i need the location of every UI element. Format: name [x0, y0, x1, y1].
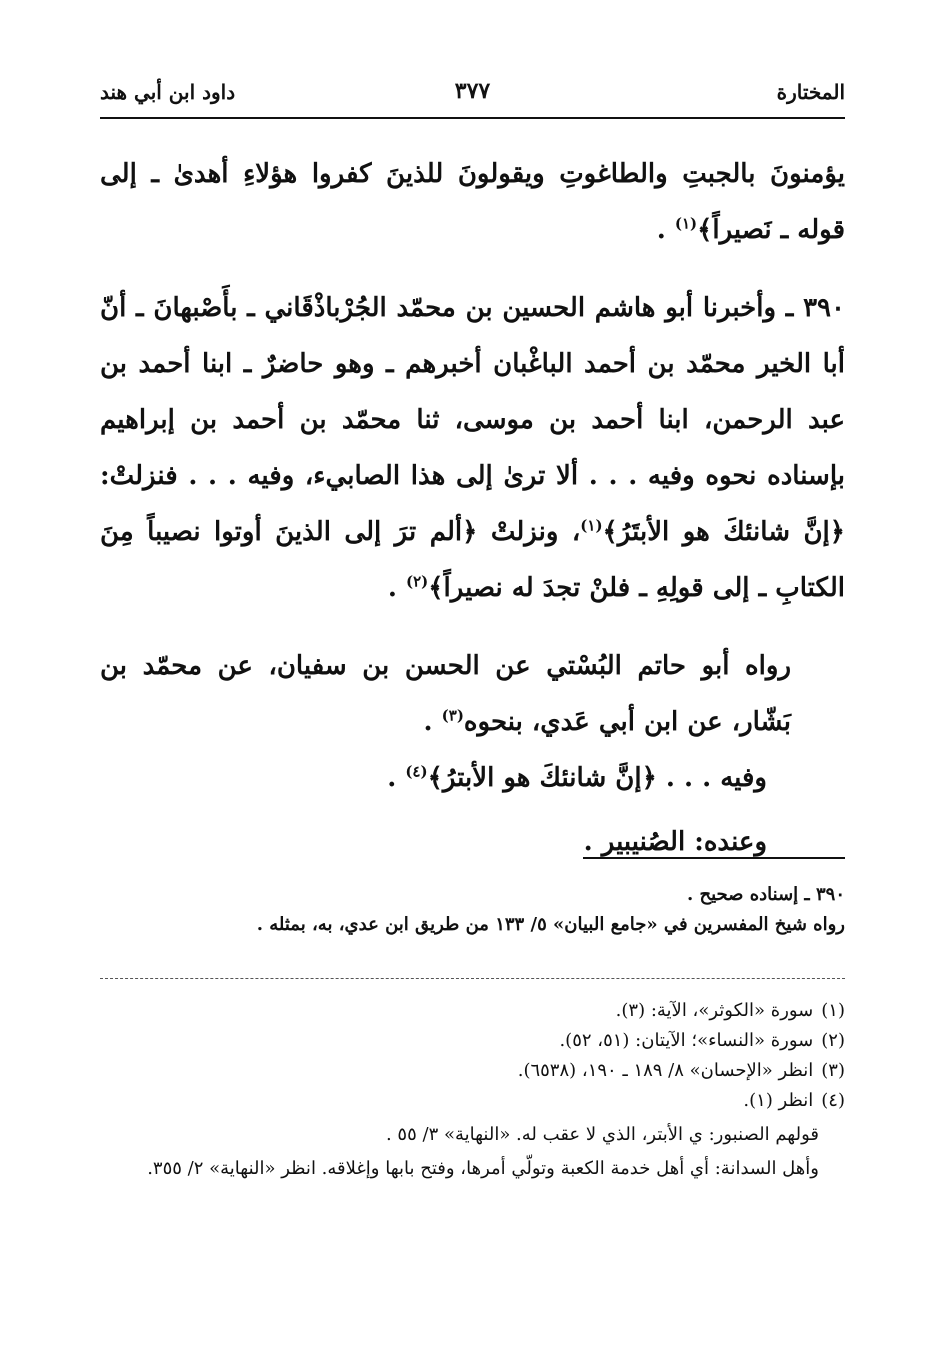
- footnote-3: (٣)انظر «الإحسان» ٨/ ١٨٩ ـ ١٩٠، (٦٥٣٨).: [517, 1060, 845, 1081]
- footnote-ref: (٤): [405, 762, 428, 781]
- book-title: المختارة: [776, 80, 845, 104]
- footnote-divider: [583, 857, 845, 859]
- main-text: [100, 146, 845, 870]
- page-number: ٣٧٧: [454, 78, 491, 104]
- annotation-line: ٣٩٠ ـ إسناده صحيح .: [686, 884, 845, 905]
- footnote-4-gloss-2: وأهل السدانة: أي أهل خدمة الكعبة وتولّي أمرها، وفتح بابها وإغلاقه. انظر «النهاية» ٢/ ٣٥٥.: [147, 1158, 819, 1179]
- footnotes-dashed-divider: [100, 978, 845, 979]
- footnotes: [100, 996, 845, 1184]
- annotation-line: رواه شيخ المفسرين في «جامع البيان» ٥/ ١٣٣ من طريق ابن عدي، به، بمثله .: [256, 914, 845, 935]
- chapter-title: داود ابن أبي هند: [100, 80, 236, 104]
- footnote-ref: (٣): [441, 706, 464, 725]
- footnote-1: (١)سورة «الكوثر»، الآية: (٣).: [615, 1000, 845, 1021]
- footnote-ref: (١): [580, 516, 603, 535]
- footnote-4-gloss-1: قولهم الصنبور: ي الأبتر، الذي لا عقب له. «النهاية» ٣/ ٥٥ .: [385, 1124, 819, 1145]
- header-divider: [100, 117, 845, 119]
- footnote-4: (٤)انظر (١).: [743, 1090, 845, 1111]
- footnote-ref: (٢): [405, 572, 429, 591]
- isnad-annotation: [100, 880, 845, 940]
- running-header: [100, 74, 845, 114]
- footnote-ref: (١): [674, 214, 698, 233]
- paragraph-narration: رواه أبو حاتم البُسْتي عن الحسن بن سفيان، عن محمّد بن بَشّار، عن ابن أبي عَدي، بنحوه$^{(٣)}$ .: [100, 651, 791, 737]
- paragraph-variant: وفيه . . . ﴿إنَّ شانئكَ هو الأبترُ﴾$^{(٤)}$ .: [387, 762, 767, 793]
- paragraph-note: وعنده: الصُنيبير .: [583, 827, 767, 857]
- paragraph-verse-continuation: يؤمنونَ بالجبتِ والطاغوتِ ويقولونَ للذينَ كفروا هؤلاءِ أهدىٰ ـ إلى قوله ـ نَصيراً﴾$^{(١)}$ .: [100, 159, 845, 245]
- footnote-2: (٢)سورة «النساء»؛ الآيتان: (٥١، ٥٢).: [559, 1030, 845, 1051]
- paragraph-hadith-390: ٣٩٠ ـ وأخبرنا أبو هاشم الحسين بن محمّد الجُرْباذْقَاني ـ بأَصْبهانَ ـ أنّ أبا الخير محمّد بن أحمد الباغْبان أخبرهم ـ وهو حاضرٌ ـ ابنا أحمد بن عبد الرحمن، ابنا أحمد بن موسى، ثنا محمّد بن أحمد بن إبراهيم بإسناده نحوه وفيه . . . ألا ترىٰ إلى هذا الصابيء، وفيه . . . فنزلتْ: ﴿إنَّ شانئكَ هو الأبتَرُ﴾$^{(١)}$، ونزلتْ ﴿ألم ترَ إلى الذينَ أوتوا نصيباً مِنَ الكتابِ ـ إلى قولِهِ ـ فلنْ تجدَ له نصيراً﴾$^{(٢)}$ .: [100, 293, 846, 603]
